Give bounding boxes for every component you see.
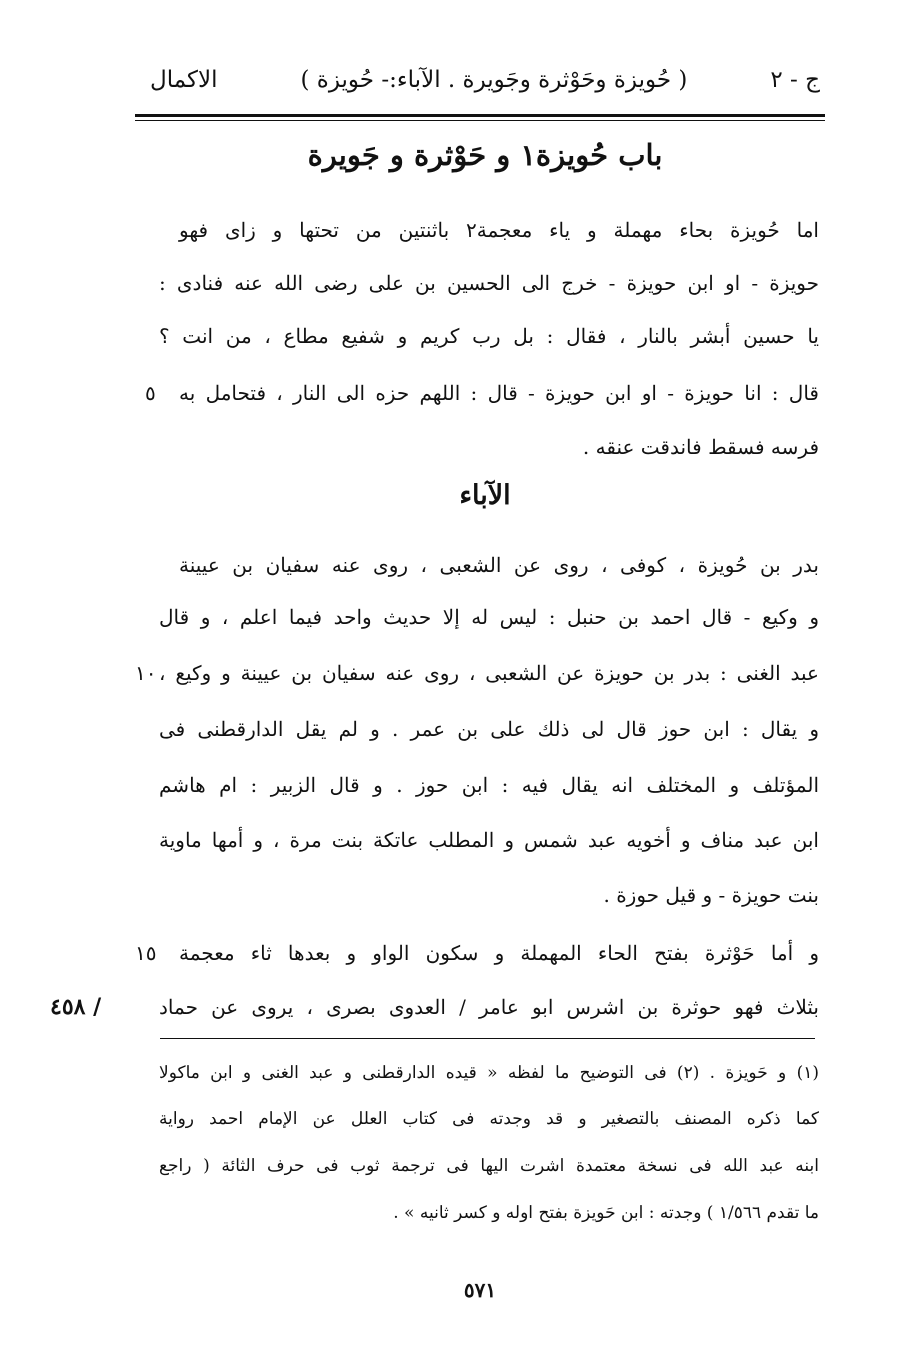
header-rule-thin	[135, 120, 825, 121]
body-line: بثلاث فهو حوثرة بن اشرس ابو عامر / العدوى بصرى ، يروى عن حماد	[159, 995, 819, 1019]
body-line: اما حُويزة بحاء مهملة و ياء معجمة٢ باثنتين من تحتها و زاى فهو	[179, 218, 819, 242]
body-line: ابن عبد مناف و أخويه عبد شمس و المطلب عاتكة بنت مرة ، و أمها ماوية	[159, 828, 819, 852]
footnote-line: (١) و حَويزة . (٢) فى التوضيح ما لفظه « قيده الدارقطنى و عبد الغنى و ابن ماكولا	[159, 1063, 820, 1083]
footnote-line: ابنه عبد الله فى نسخة معتمدة اشرت اليها فى ترجمة ثوب فى حرف الثائة ( راجع	[159, 1156, 819, 1176]
subheading-aba: الآباء	[459, 480, 511, 511]
body-line: بدر بن حُويزة ، كوفى ، روى عن الشعبى ، روى عنه سفيان بن عيينة	[179, 553, 819, 577]
manuscript-folio-marker: ٤٥٨ /	[50, 994, 102, 1020]
body-line: قال : انا حويزة - او ابن حويزة - قال : اللهم حزه الى النار ، فتحامل به	[179, 381, 819, 405]
body-line: بنت حويزة - و قيل حوزة .	[603, 883, 819, 907]
header-volume: ج - ٢	[770, 67, 820, 93]
header-rule-thick	[135, 114, 825, 117]
body-line: و أما حَوْثرة بفتح الحاء المهملة و سكون الواو و بعدها ثاء معجمة	[179, 941, 819, 965]
footnote-rule	[160, 1038, 815, 1039]
line-number-15: ١٥	[135, 941, 157, 965]
body-line: حويزة - او ابن حويزة - خرج الى الحسين بن على رضى الله عنه فنادى :	[159, 271, 819, 295]
page-number: ٥٧١	[463, 1278, 497, 1302]
running-header	[150, 60, 820, 100]
body-line: فرسه فسقط فاندقت عنقه .	[582, 435, 819, 459]
header-book-title: الاكمال	[150, 67, 218, 93]
line-number-10: ١٠	[135, 661, 157, 685]
line-number-5: ٥	[145, 381, 156, 405]
body-line: المؤتلف و المختلف انه يقال فيه : ابن حوز . و قال الزبير : ام هاشم	[159, 773, 819, 797]
footnote-line: ما تقدم ١/٥٦٦ ) وجدته : ابن حَويزة بفتح اوله و كسر ثانيه » .	[393, 1203, 819, 1223]
body-line: و وكيع - قال احمد بن حنبل : ليس له إلا حديث واحد فيما اعلم ، و قال	[159, 605, 819, 629]
body-line: يا حسين أبشر بالنار ، فقال : بل رب كريم و شفيع مطاع ، من انت ؟	[159, 324, 819, 348]
body-line: و يقال : ابن حوز قال لى ذلك على بن عمر . و لم يقل الدارقطنى فى	[159, 717, 819, 741]
section-title: باب حُويزة١ و حَوْثرة و جَويرة	[307, 138, 663, 172]
footnote-line: كما ذكره المصنف بالتصغير و قد وجدته فى كتاب العلل عن الإمام احمد رواية	[159, 1109, 819, 1129]
body-line: عبد الغنى : بدر بن حويزة عن الشعبى ، روى عنه سفيان بن عيينة و وكيع ،	[159, 661, 819, 685]
header-topic: ( حُويزة وحَوْثرة وجَويرة . الآباء:- حُويزة )	[300, 67, 688, 93]
